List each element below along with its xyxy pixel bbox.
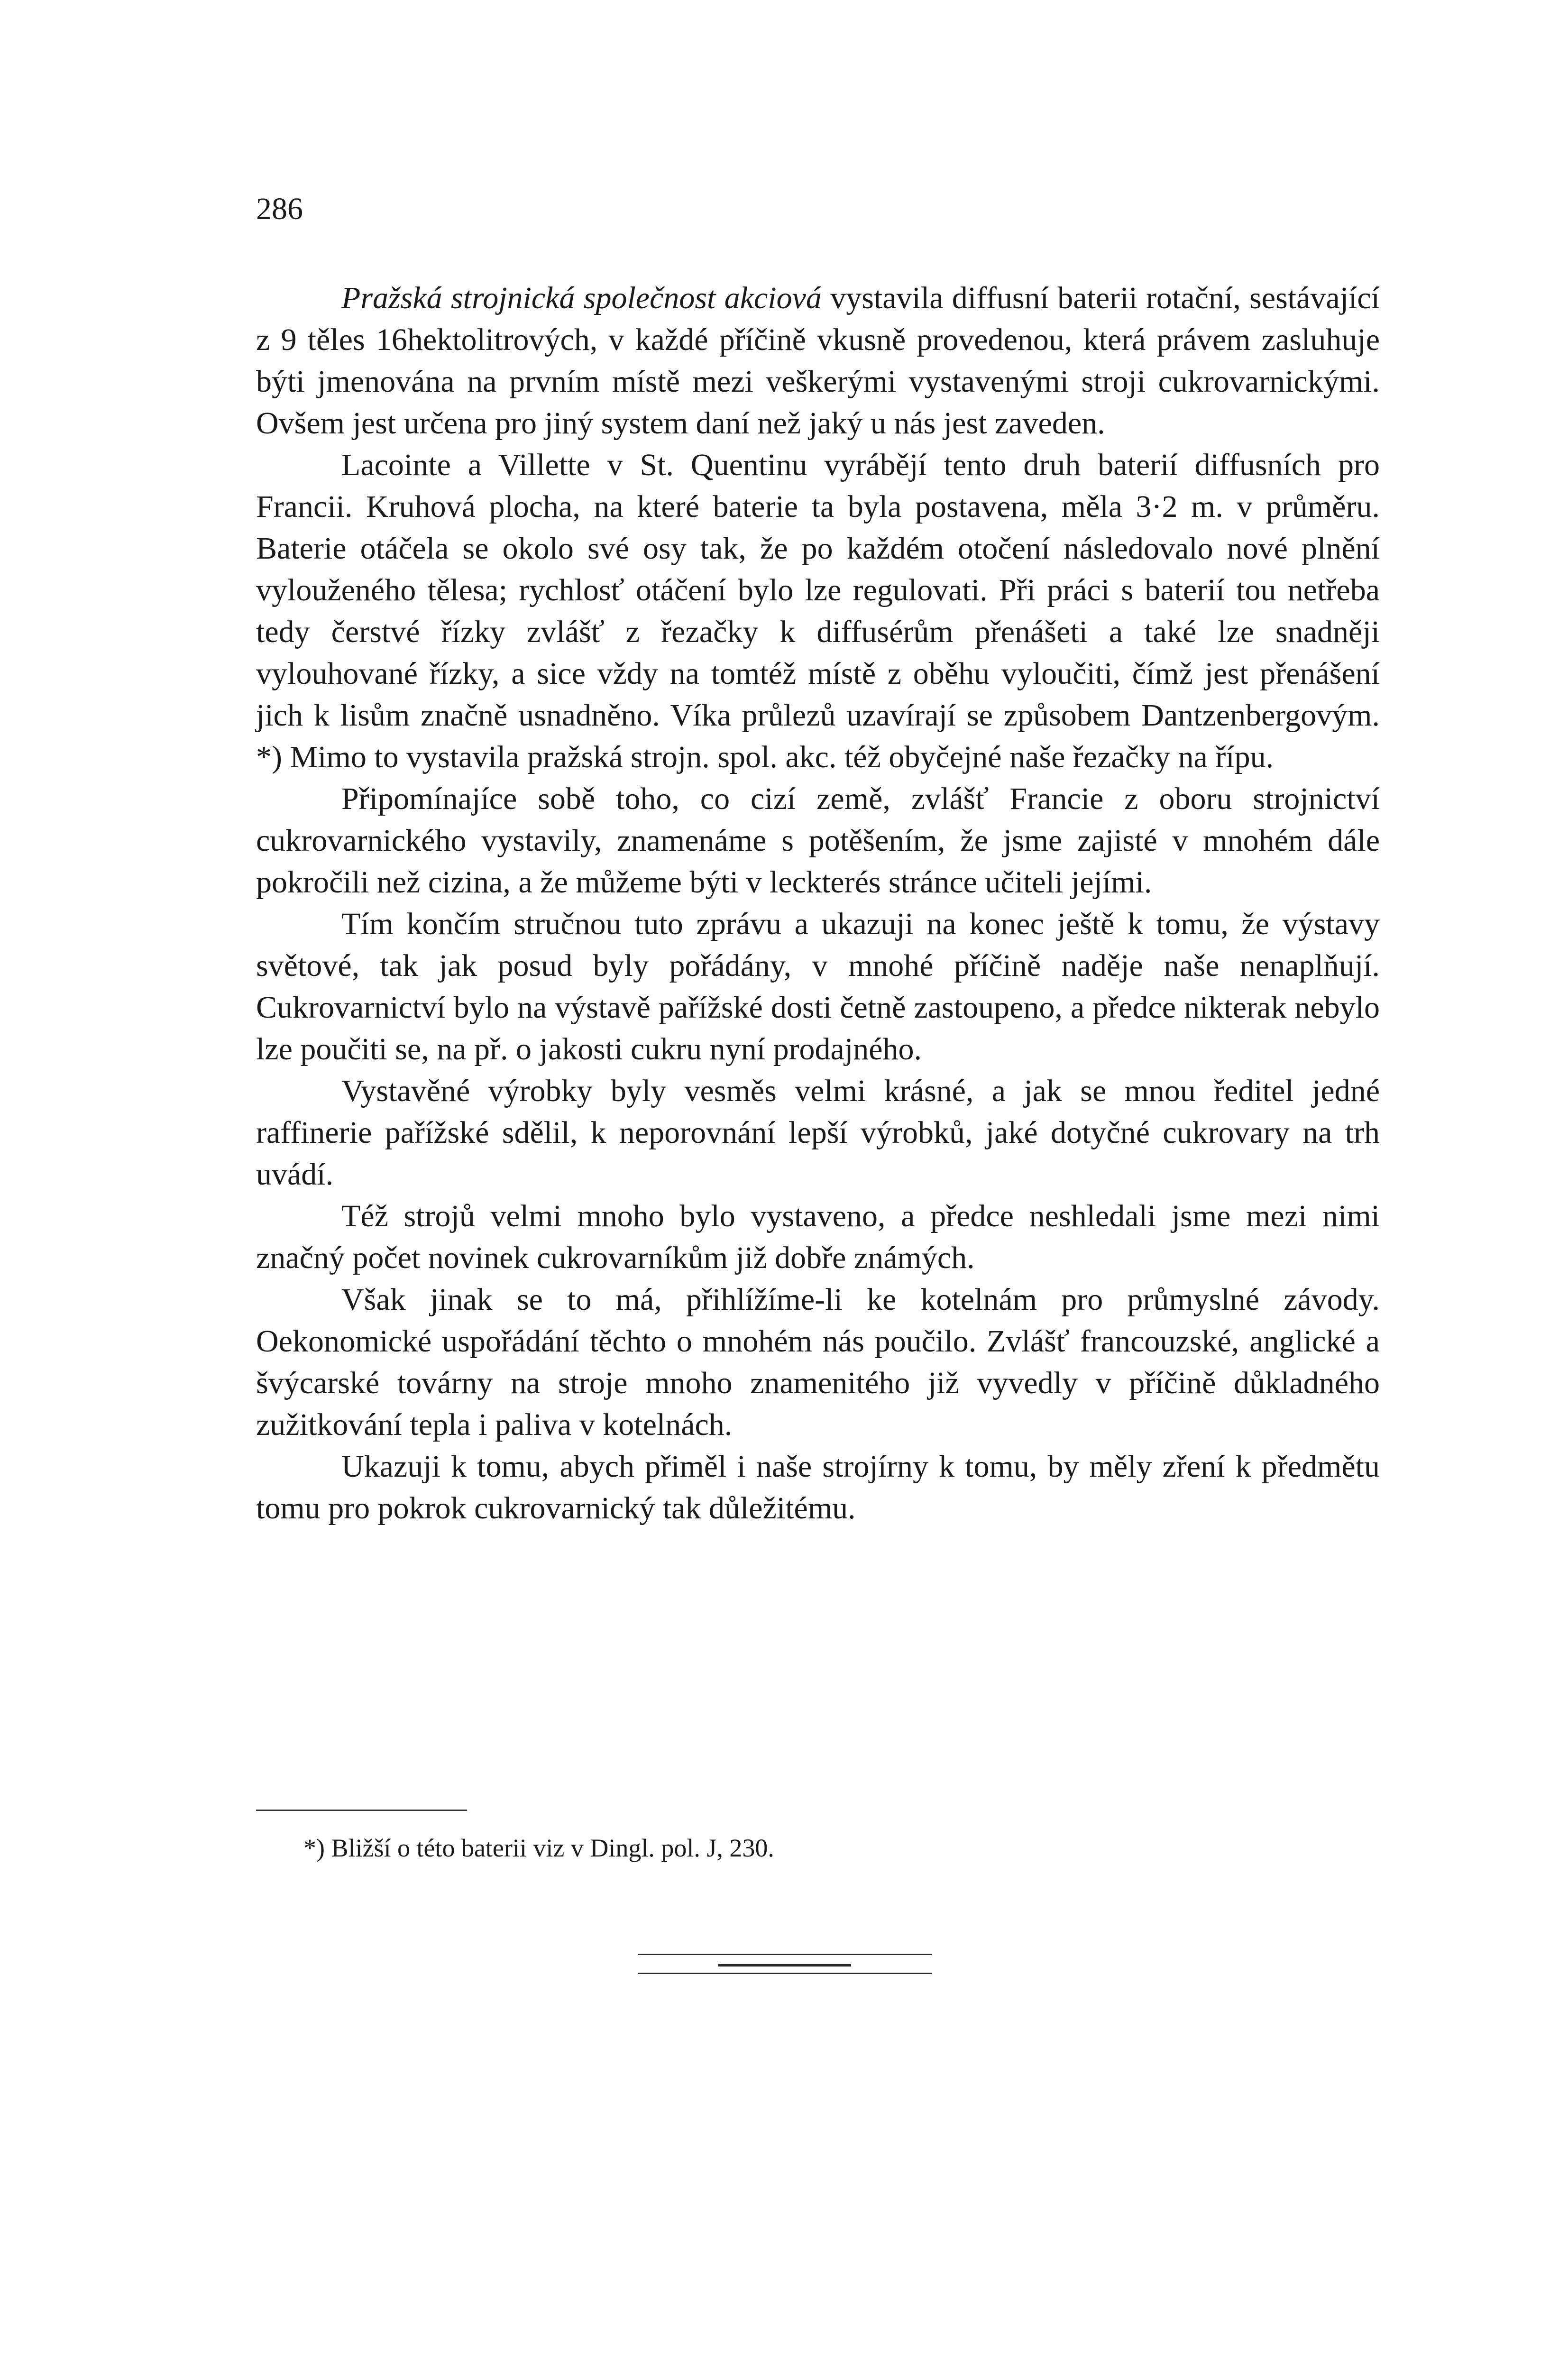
paragraph-6: Též strojů velmi mnoho bylo vystaveno, a předce neshledali jsme mezi nimi značný počet novinek cukrovarníkům již dobře známých. [256, 1199, 1380, 1275]
end-ornament [638, 1954, 932, 1973]
paragraph-2: Lacointe a Villette v St. Quentinu vyrábějí tento druh baterií diffusních pro Francii. Kruhová plocha, na které baterie ta byla postavena, měla 3·2 m. v průměru. Baterie otáčela se okolo své osy tak, že po každém otočení následovalo nové plnění vylouženého tělesa; rychlosť otáčení bylo lze regulovati. Při práci s baterií tou netřeba tedy čerstvé řízky zvlášť z řezačky k diffusérům přenášeti a také lze snadněji vylouhované řízky, a sice vždy na tomtéž místě z oběhu vyloučiti, čímž jest přenášení jich k lisům značně usnadněno. Víka průlezů uzavírají se způsobem Dantzenbergovým. *) Mimo to vystavila pražská strojn. spol. akc. též obyčejné naše řezačky na řípu. [256, 448, 1380, 774]
ornament-line-bottom [638, 1973, 932, 1974]
company-name: Pražská strojnická společnost akciová [341, 281, 822, 315]
ornament-line-middle [718, 1964, 851, 1967]
ornament-line-top [638, 1954, 932, 1955]
paragraph-8: Ukazuji k tomu, abych přiměl i naše strojírny k tomu, by měly zření k předmětu tomu pro pokrok cukrovarnický tak důležitému. [256, 1449, 1380, 1526]
body-text [256, 277, 1380, 1529]
paragraph-7: Však jinak se to má, přihlížíme-li ke kotelnám pro průmyslné závody. Oekonomické uspořádání těchto o mnohém nás poučilo. Zvlášť francouzské, anglické a švýcarské továrny na stroje mnoho znamenitého již vyvedly v příčině důkladného zužitkování tepla i paliva v kotelnách. [256, 1282, 1380, 1442]
paragraph-4: Tím končím stručnou tuto zprávu a ukazuji na konec ještě k tomu, že výstavy světové, tak jak posud byly pořádány, v mnohé příčině naděje naše nenaplňují. Cukrovarnictví bylo na výstavě pařížské dosti četně zastoupeno, a předce nikterak nebylo lze poučiti se, na př. o jakosti cukru nyní prodajného. [256, 907, 1380, 1066]
footnote: *) Bližší o této baterii viz v Dingl. pol. J, 230. [303, 1834, 774, 1862]
paragraph-5: Vystavěné výrobky byly vesměs velmi krásné, a jak se mnou ředitel jedné raffinerie pařížské sdělil, k neporovnání lepší výrobků, jaké dotyčné cukrovary na trh uvádí. [256, 1074, 1380, 1192]
footnote-separator [256, 1810, 467, 1811]
page-number: 286 [256, 192, 303, 226]
paragraph-3: Připomínajíce sobě toho, co cizí země, zvlášť Francie z oboru strojnictví cukrovarnického vystavily, znamenáme s potěšením, že jsme zajisté v mnohém dále pokročili než cizina, a že můžeme býti v leckterés stránce učiteli jejími. [256, 781, 1380, 900]
paragraph-1-text: vystavila diffusní baterii rotační, sestávající z 9 těles 16hektolitrových, v každé příčině vkusně provedenou, která právem zasluhuje býti jmenována na prvním místě mezi veškerými vystavenými stroji cukrovarnickými. Ovšem jest určena pro jiný system daní než jaký u nás jest zaveden. [256, 281, 1380, 441]
paragraph-1 [256, 277, 1380, 444]
